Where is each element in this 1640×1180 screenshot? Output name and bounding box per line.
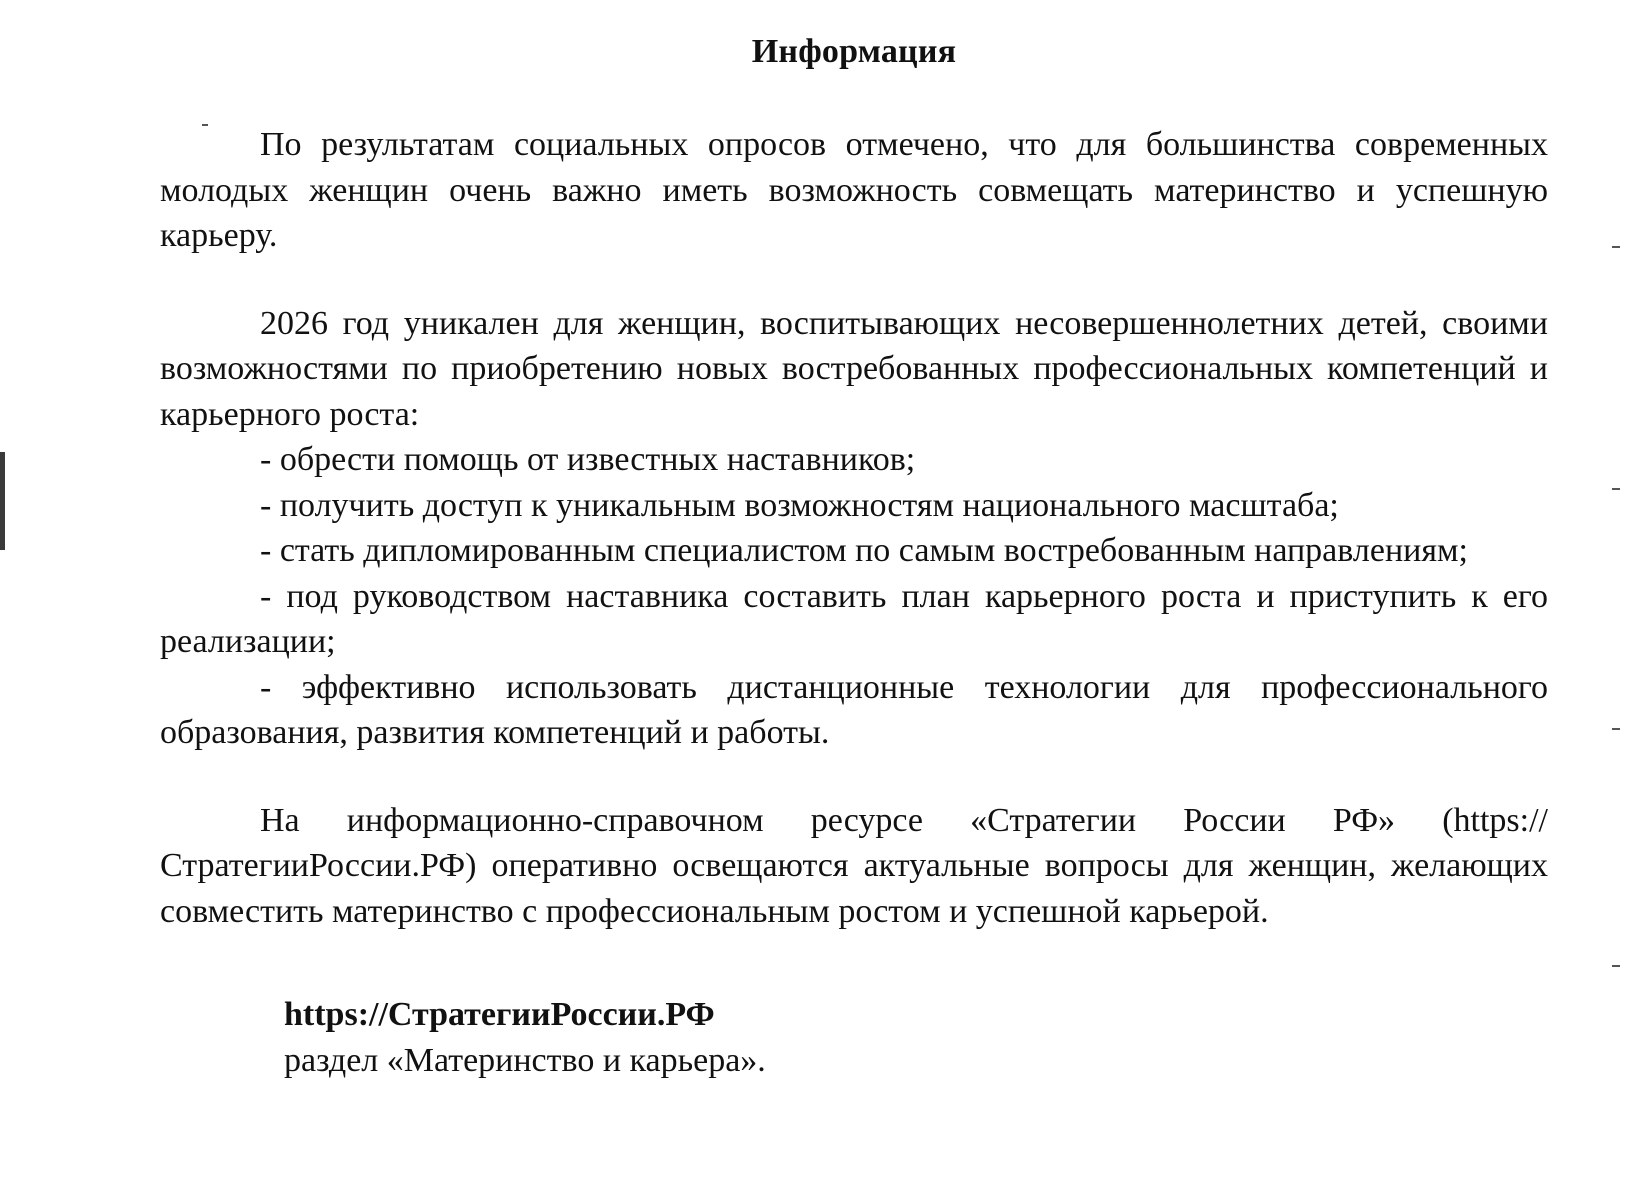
document-title: Информация — [751, 33, 957, 70]
resource-section-label: раздел «Материнство и карьера». — [284, 1042, 766, 1079]
document-body — [160, 30, 1548, 1084]
list-item: - под руководством наставника составить план карьерного роста и приступить к его реализации; — [160, 577, 1548, 660]
list-item: - стать дипломированным специалистом по самым востребованным направлениям; — [260, 532, 1468, 569]
scan-margin-mark — [0, 452, 5, 550]
year-paragraph: 2026 год уникален для женщин, воспитывающих несовершеннолетних детей, своими возможностями по приобретению новых востребованных профессиональных компетенций и карьерного роста: — [160, 304, 1548, 433]
list-item: - получить доступ к уникальным возможностям национального масштаба; — [260, 486, 1339, 524]
resource-link-block — [160, 992, 1548, 1084]
intro-paragraph: По результатам социальных опросов отмечено, что для большинства современных молодых женщин очень важно иметь возможность совмещать материнство и успешную карьеру. — [160, 126, 1548, 254]
scan-speck — [1612, 965, 1620, 967]
list-item: - обрести помощь от известных наставников; — [260, 441, 916, 478]
scan-speck — [1612, 488, 1620, 490]
paragraph-gap — [160, 756, 1548, 798]
paragraph-gap — [160, 259, 1548, 301]
list-item: - эффективно использовать дистанционные технологии для профессионального образования, развития компетенций и работы. — [160, 668, 1548, 751]
resource-url: https://СтратегииРоссии.РФ — [284, 996, 715, 1033]
scan-speck — [1612, 728, 1620, 730]
scan-speck — [1612, 246, 1620, 248]
opportunities-list — [160, 437, 1548, 756]
resource-paragraph: На информационно-справочном ресурсе «Стратегии России РФ» (https://СтратегииРоссии.РФ) оперативно освещаются актуальные вопросы для женщин, желающих совместить материнство с профессиональным ростом и успешной карьерой. — [160, 801, 1548, 930]
